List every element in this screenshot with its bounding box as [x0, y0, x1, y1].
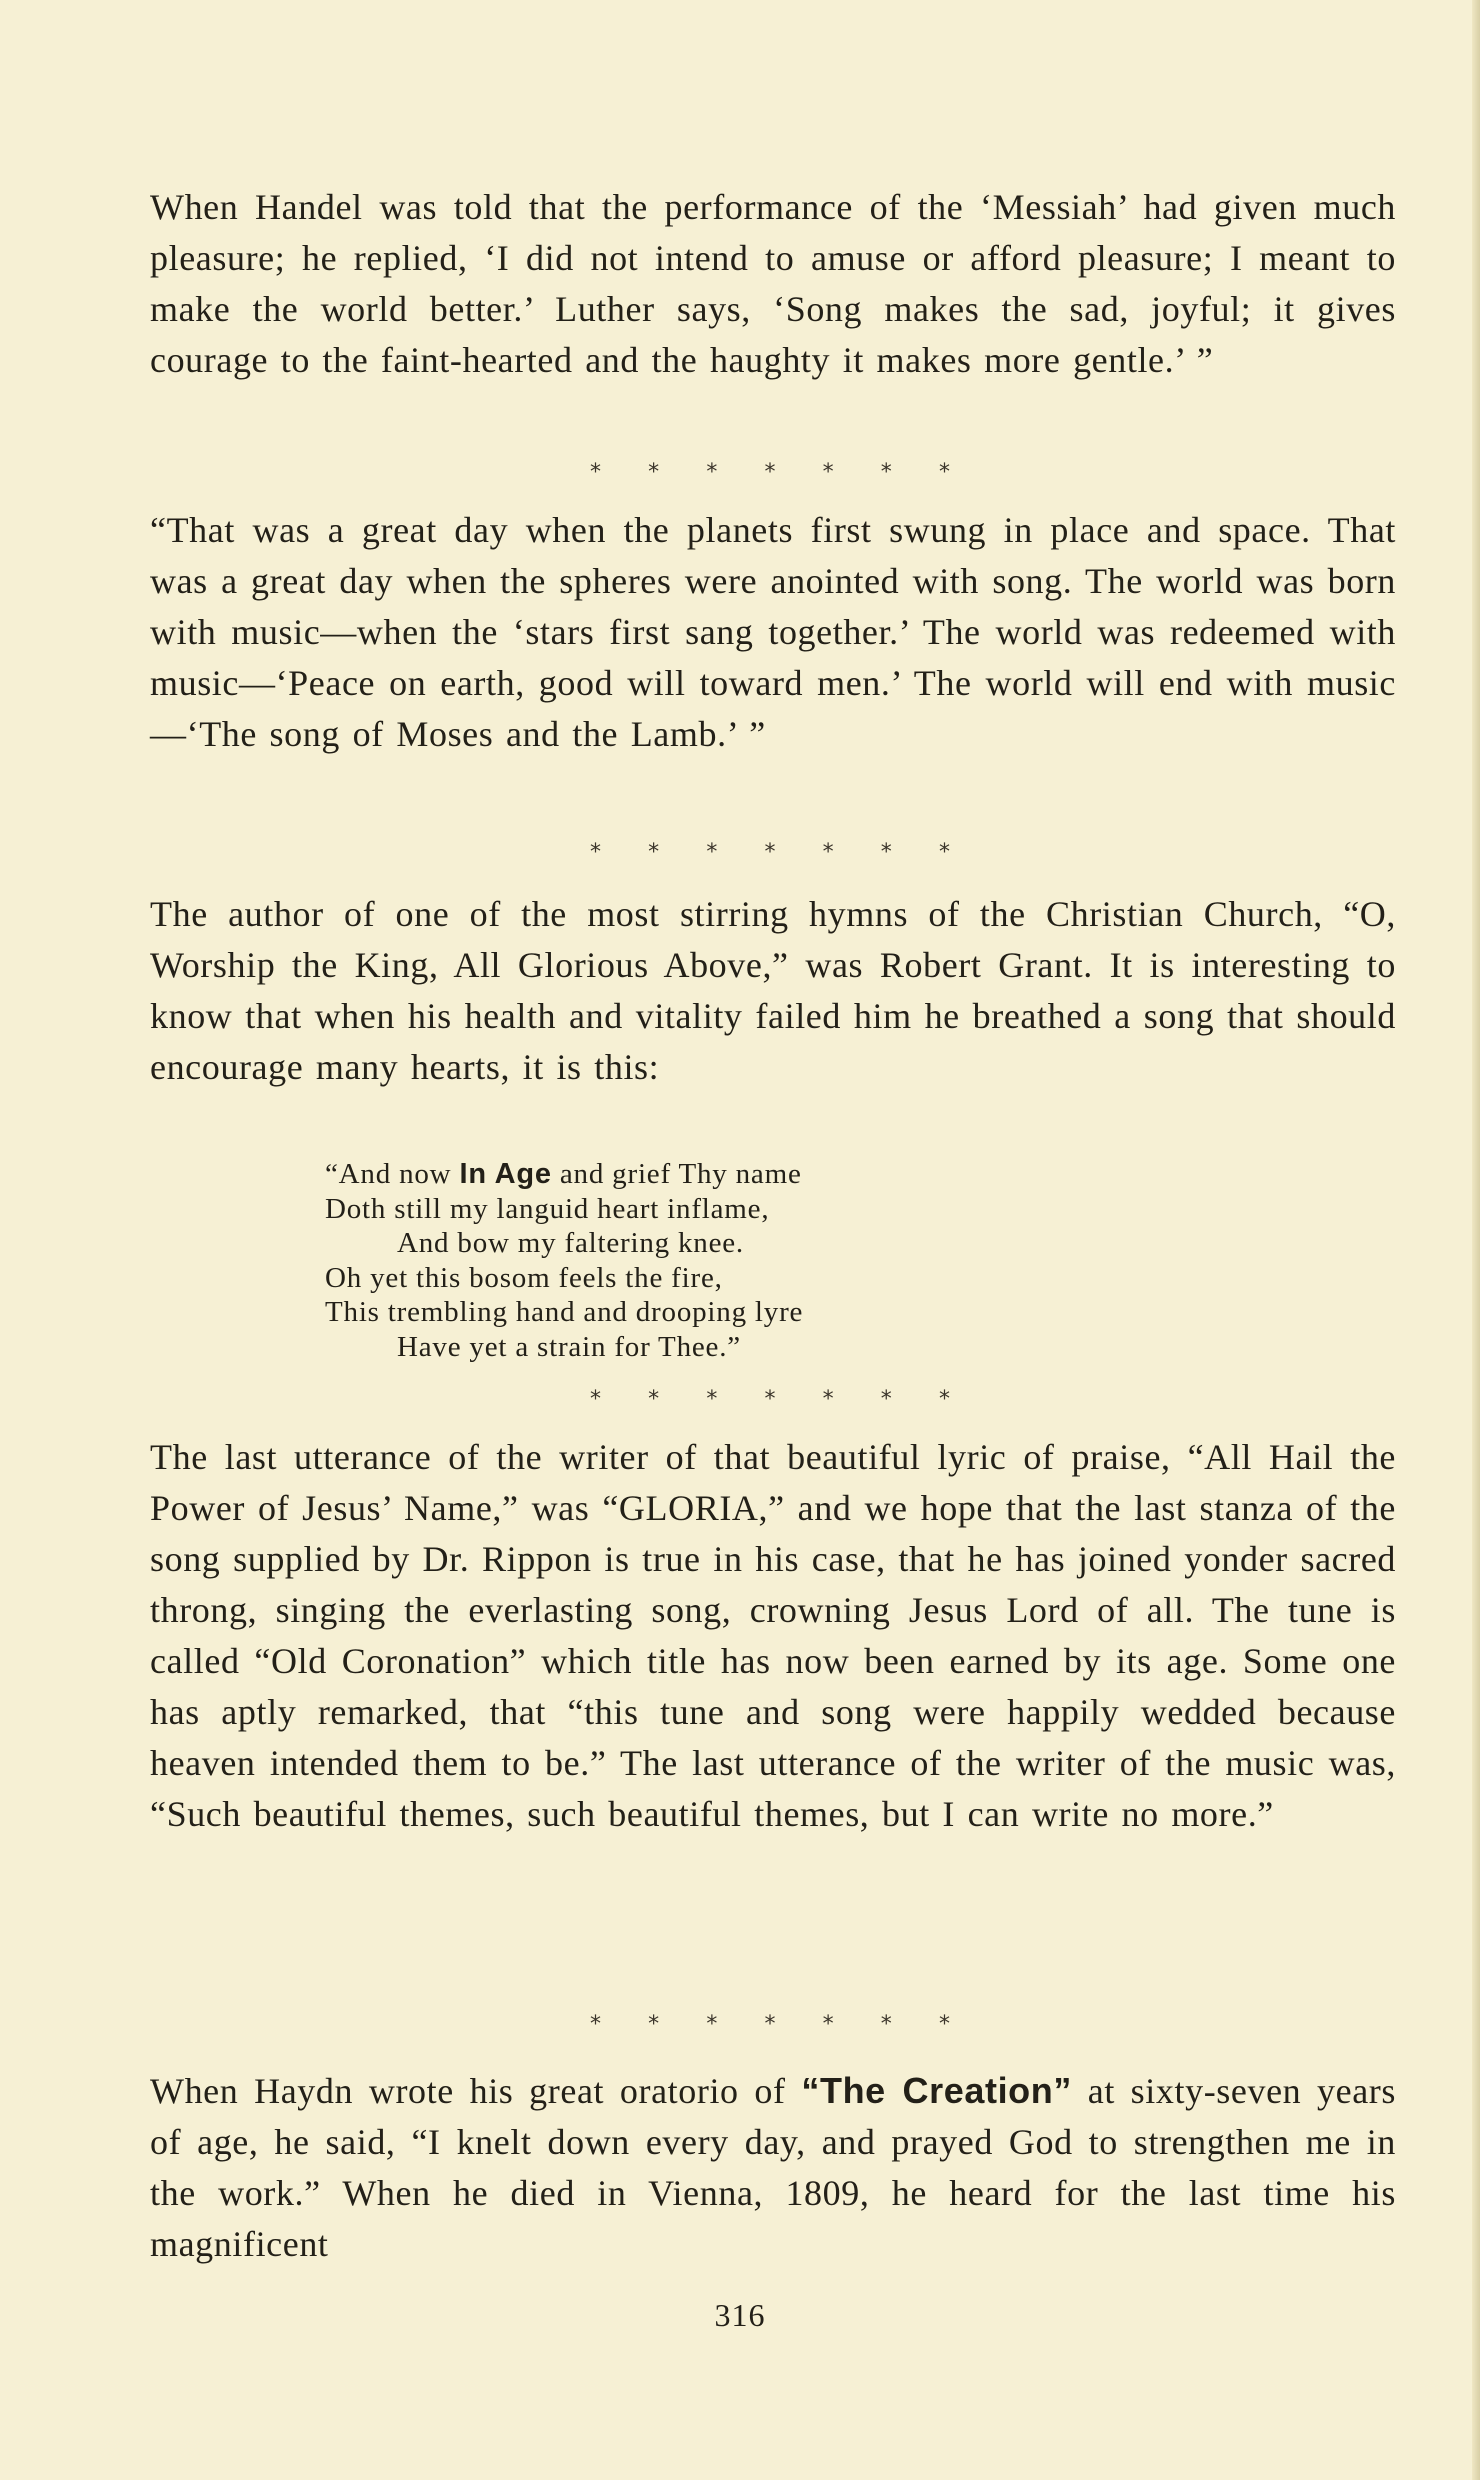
- separator-star: *: [938, 460, 950, 485]
- separator-star: *: [880, 460, 892, 485]
- separator-star: *: [938, 840, 950, 865]
- separator-star: *: [938, 1387, 950, 1412]
- page-number: 316: [714, 2297, 766, 2333]
- poem-bold-text: In Age: [459, 1158, 552, 1190]
- separator-star: *: [648, 1387, 660, 1412]
- separator-star: *: [706, 460, 718, 485]
- separator-star: *: [764, 840, 776, 865]
- poem-line: Doth still my languid heart inflame,: [325, 1192, 770, 1225]
- poem-line: [325, 1157, 1085, 1192]
- section-separator: [590, 460, 950, 485]
- separator-star: *: [590, 1387, 601, 1412]
- separator-star: *: [880, 1387, 892, 1412]
- bold-title: “The Creation”: [801, 2070, 1072, 2111]
- page-edge: [1472, 0, 1480, 2480]
- paragraph-haydn: [150, 2065, 1396, 2270]
- separator-star: *: [706, 1387, 718, 1412]
- separator-star: *: [706, 840, 718, 865]
- separator-star: *: [822, 1387, 834, 1412]
- separator-star: *: [590, 2012, 601, 2037]
- separator-star: *: [822, 460, 834, 485]
- paragraph-text: at sixty-seven years of age, he said, “I knelt down every day, and prayed God to strengthen me in the work.” When he died in Vienna, 1809, he heard for the last time his magnificent: [150, 2071, 1396, 2264]
- paragraph-handel: When Handel was told that the performance of the ‘Messiah’ had given much pleasure; he replied, ‘I did not intend to amuse or afford pleasure; I meant to make the world better.’ Luther says, ‘Song makes the sad, joyful; it gives courage to the faint-hearted and the haughty it makes more gentle.’ ”: [150, 187, 1396, 380]
- poem-line: And bow my faltering knee.: [397, 1227, 744, 1259]
- paragraph-text: When Haydn wrote his great oratorio of: [150, 2071, 802, 2111]
- poem-line: Oh yet this bosom feels the fire,: [325, 1261, 723, 1294]
- poem-text: and grief Thy name: [551, 1158, 802, 1190]
- paragraph-robert-grant: The author of one of the most stirring hymns of the Christian Church, “O, Worship the King, All Glorious Above,” was Robert Grant. It is interesting to know that when his health and vitality failed him he breathed a song that should encourage many hearts, it is this:: [150, 894, 1396, 1087]
- separator-star: *: [648, 840, 660, 865]
- separator-star: *: [938, 2012, 950, 2037]
- separator-star: *: [648, 460, 660, 485]
- poem-line: Have yet a strain for Thee.”: [397, 1330, 741, 1363]
- separator-star: *: [822, 2012, 834, 2037]
- section-separator: [590, 1387, 950, 1412]
- section-separator: [590, 2012, 950, 2037]
- separator-star: *: [590, 840, 601, 865]
- separator-star: *: [706, 2012, 718, 2037]
- separator-star: *: [822, 840, 834, 865]
- poem-text: “And now: [325, 1158, 460, 1190]
- separator-star: *: [590, 460, 601, 485]
- paragraph-gloria: The last utterance of the writer of that beautiful lyric of praise, “All Hail the Power of Jesus’ Name,” was “GLORIA,” and we hope that the last stanza of the song supplied by Dr. Rippon is true in his case, that he has joined yonder sacred throng, singing the everlasting song, crowning Jesus Lord of all. The tune is called “Old Coronation” which title has now been earned by its age. Some one has aptly remarked, that “this tune and song were happily wedded because heaven intended them to be.” The last utterance of the writer of the music was, “Such beautiful themes, such beautiful themes, but I can write no more.”: [150, 1437, 1396, 1834]
- separator-star: *: [648, 2012, 660, 2037]
- paragraph-great-day: “That was a great day when the planets first swung in place and space. That was a great day when the spheres were anointed with song. The world was born with music—when the ‘stars first sang together.’ The world was redeemed with music—‘Peace on earth, good will toward men.’ The world will end with music—‘The song of Moses and the Lamb.’ ”: [150, 510, 1396, 754]
- poem-stanza: [325, 1157, 1085, 1364]
- separator-star: *: [880, 840, 892, 865]
- section-separator: [590, 840, 950, 865]
- separator-star: *: [880, 2012, 892, 2037]
- poem-line: This trembling hand and drooping lyre: [325, 1296, 804, 1328]
- separator-star: *: [764, 1387, 776, 1412]
- separator-star: *: [764, 460, 776, 485]
- separator-star: *: [764, 2012, 776, 2037]
